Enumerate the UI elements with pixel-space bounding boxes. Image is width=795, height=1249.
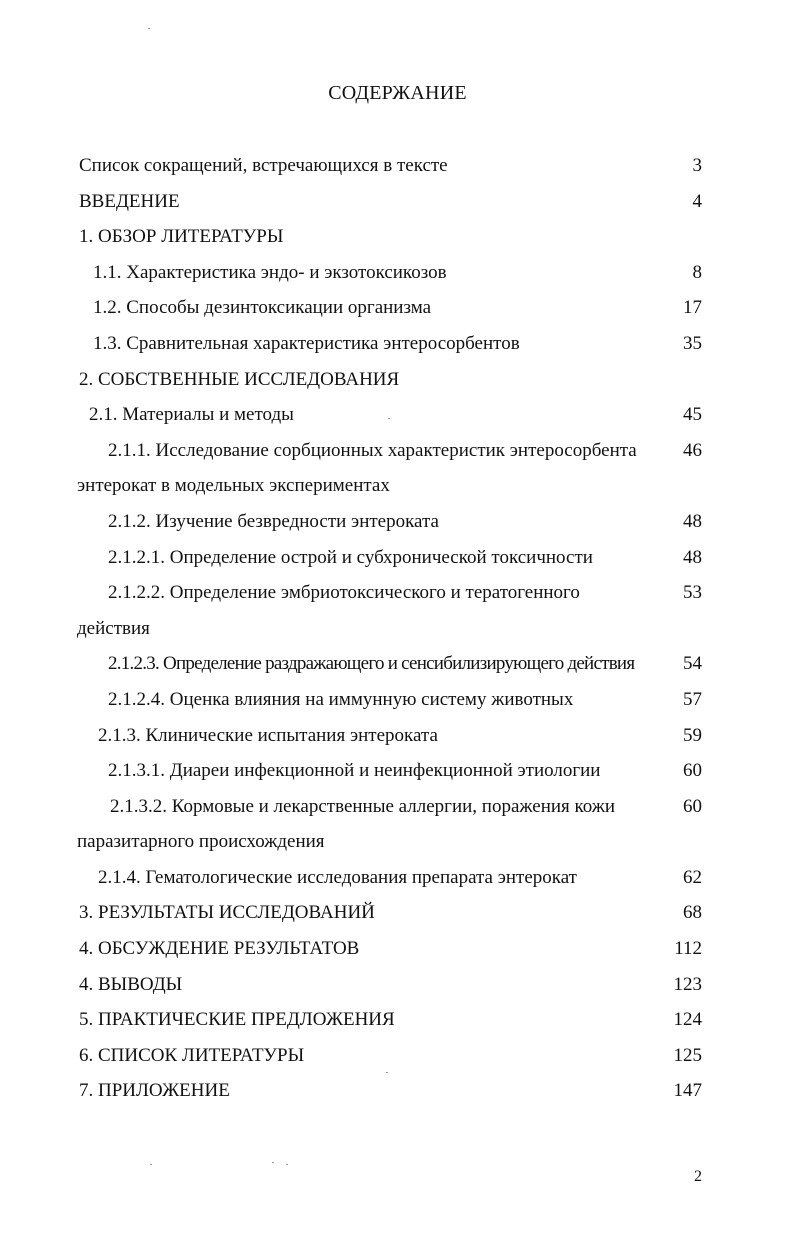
toc-entry-page: 124 bbox=[673, 1009, 702, 1031]
toc-entry-2-1-3-2 bbox=[0, 789, 795, 825]
toc-entry-text: 2.1. Материалы и методы bbox=[89, 404, 294, 426]
page-number: 2 bbox=[694, 1168, 702, 1185]
toc-entry-text: 2.1.2. Изучение безвредности энтероката bbox=[108, 510, 439, 532]
scan-speck bbox=[388, 418, 390, 419]
toc-entry-page: 48 bbox=[683, 546, 702, 568]
scan-speck bbox=[150, 1164, 152, 1165]
toc-entry-page: 62 bbox=[683, 866, 702, 888]
toc-entry-1-1 bbox=[0, 255, 795, 291]
scan-speck bbox=[272, 1162, 274, 1163]
toc-entry-text: 2.1.2.1. Определение острой и субхронической токсичности bbox=[108, 546, 593, 568]
scan-speck bbox=[148, 28, 150, 29]
toc-entry-text: 7. ПРИЛОЖЕНИЕ bbox=[79, 1080, 230, 1102]
toc-entry-text: паразитарного происхождения bbox=[77, 831, 325, 853]
toc-entry-page: 4 bbox=[692, 190, 702, 212]
toc-entry-appendix bbox=[0, 1073, 795, 1109]
toc-entry-text: 2. СОБСТВЕННЫЕ ИССЛЕДОВАНИЯ bbox=[79, 368, 400, 390]
toc-entry-2-1-2 bbox=[0, 504, 795, 540]
toc-entry-2-1-2-3 bbox=[0, 646, 795, 682]
toc-entry-text: 4. ВЫВОДЫ bbox=[79, 973, 183, 995]
toc-entry-text: 5. ПРАКТИЧЕСКИЕ ПРЕДЛОЖЕНИЯ bbox=[79, 1009, 395, 1031]
toc-entry-references bbox=[0, 1038, 795, 1074]
toc-entry-page: 8 bbox=[692, 261, 702, 283]
toc-entry-2-1-1 bbox=[0, 433, 795, 469]
toc-entry-page: 57 bbox=[683, 688, 702, 710]
toc-entry-text: 1.2. Способы дезинтоксикации организма bbox=[93, 297, 432, 319]
toc-entry-text: 2.1.4. Гематологические исследования препарата энтерокат bbox=[98, 866, 577, 888]
toc-entry-page: 54 bbox=[683, 653, 702, 675]
toc-entry-chapter-2 bbox=[0, 362, 795, 398]
toc-entry-text: 1. ОБЗОР ЛИТЕРАТУРЫ bbox=[79, 226, 284, 248]
toc-entry-page: 17 bbox=[683, 297, 702, 319]
toc-entry-1-2 bbox=[0, 290, 795, 326]
toc-entry-2-1-3 bbox=[0, 718, 795, 754]
toc-entry-text: 2.1.3.1. Диареи инфекционной и неинфекционной этиологии bbox=[108, 760, 601, 782]
toc-entry-text: 2.1.3. Клинические испытания энтероката bbox=[98, 724, 438, 746]
toc-entry-text: 1.1. Характеристика эндо- и экзотоксикозов bbox=[93, 261, 447, 283]
table-of-contents bbox=[0, 148, 795, 1109]
toc-entry-2-1-3-2-continued bbox=[0, 824, 795, 860]
toc-entry-chapter-3 bbox=[0, 895, 795, 931]
scan-speck bbox=[386, 1072, 388, 1073]
toc-entry-page: 53 bbox=[683, 582, 702, 604]
toc-entry-page: 112 bbox=[674, 938, 702, 960]
toc-entry-page: 45 bbox=[683, 404, 702, 426]
toc-entry-text: ВВЕДЕНИЕ bbox=[79, 190, 180, 212]
toc-entry-conclusions bbox=[0, 967, 795, 1003]
toc-entry-text: энтерокат в модельных экспериментах bbox=[77, 475, 390, 497]
toc-entry-text: 2.1.2.3. Определение раздражающего и сенсибилизирующего действия bbox=[108, 653, 635, 675]
toc-entry-text: 2.1.2.4. Оценка влияния на иммунную систему животных bbox=[108, 688, 574, 710]
toc-entry-abbreviations bbox=[0, 148, 795, 184]
toc-entry-2-1-2-2-continued bbox=[0, 611, 795, 647]
toc-entry-page: 123 bbox=[673, 973, 702, 995]
toc-entry-text: 4. ОБСУЖДЕНИЕ РЕЗУЛЬТАТОВ bbox=[79, 938, 360, 960]
toc-entry-2-1-4 bbox=[0, 860, 795, 896]
toc-entry-page: 60 bbox=[683, 760, 702, 782]
toc-entry-2-1-1-continued bbox=[0, 468, 795, 504]
toc-entry-2-1-2-1 bbox=[0, 540, 795, 576]
page-title: СОДЕРЖАНИЕ bbox=[328, 82, 467, 104]
toc-entry-text: 3. РЕЗУЛЬТАТЫ ИССЛЕДОВАНИЙ bbox=[79, 902, 375, 924]
toc-entry-page: 68 bbox=[683, 902, 702, 924]
toc-entry-page: 60 bbox=[683, 795, 702, 817]
toc-entry-text: 6. СПИСОК ЛИТЕРАТУРЫ bbox=[79, 1044, 305, 1066]
toc-entry-text: 2.1.2.2. Определение эмбриотоксического и тератогенного bbox=[108, 582, 580, 604]
scan-speck bbox=[286, 1164, 288, 1165]
toc-entry-text: 2.1.3.2. Кормовые и лекарственные аллергии, поражения кожи bbox=[110, 795, 616, 817]
toc-entry-page: 59 bbox=[683, 724, 702, 746]
toc-entry-text: действия bbox=[77, 617, 150, 639]
toc-entry-2-1-2-4 bbox=[0, 682, 795, 718]
toc-entry-page: 48 bbox=[683, 510, 702, 532]
toc-entry-text: Список сокращений, встречающихся в тексте bbox=[79, 155, 448, 176]
toc-entry-page: 125 bbox=[673, 1044, 702, 1066]
toc-entry-proposals bbox=[0, 1002, 795, 1038]
toc-entry-page: 35 bbox=[683, 332, 702, 354]
toc-entry-text: 2.1.1. Исследование сорбционных характеристик энтеросорбента bbox=[108, 439, 637, 461]
toc-entry-page: 3 bbox=[692, 155, 702, 176]
toc-entry-1-3 bbox=[0, 326, 795, 362]
toc-entry-introduction bbox=[0, 184, 795, 220]
toc-entry-page: 46 bbox=[683, 439, 702, 461]
toc-entry-2-1 bbox=[0, 397, 795, 433]
toc-entry-page: 147 bbox=[673, 1080, 702, 1102]
toc-entry-text: 1.3. Сравнительная характеристика энтеросорбентов bbox=[93, 332, 520, 354]
toc-entry-2-1-3-1 bbox=[0, 753, 795, 789]
toc-entry-chapter-1 bbox=[0, 219, 795, 255]
toc-entry-2-1-2-2 bbox=[0, 575, 795, 611]
toc-entry-chapter-4 bbox=[0, 931, 795, 967]
